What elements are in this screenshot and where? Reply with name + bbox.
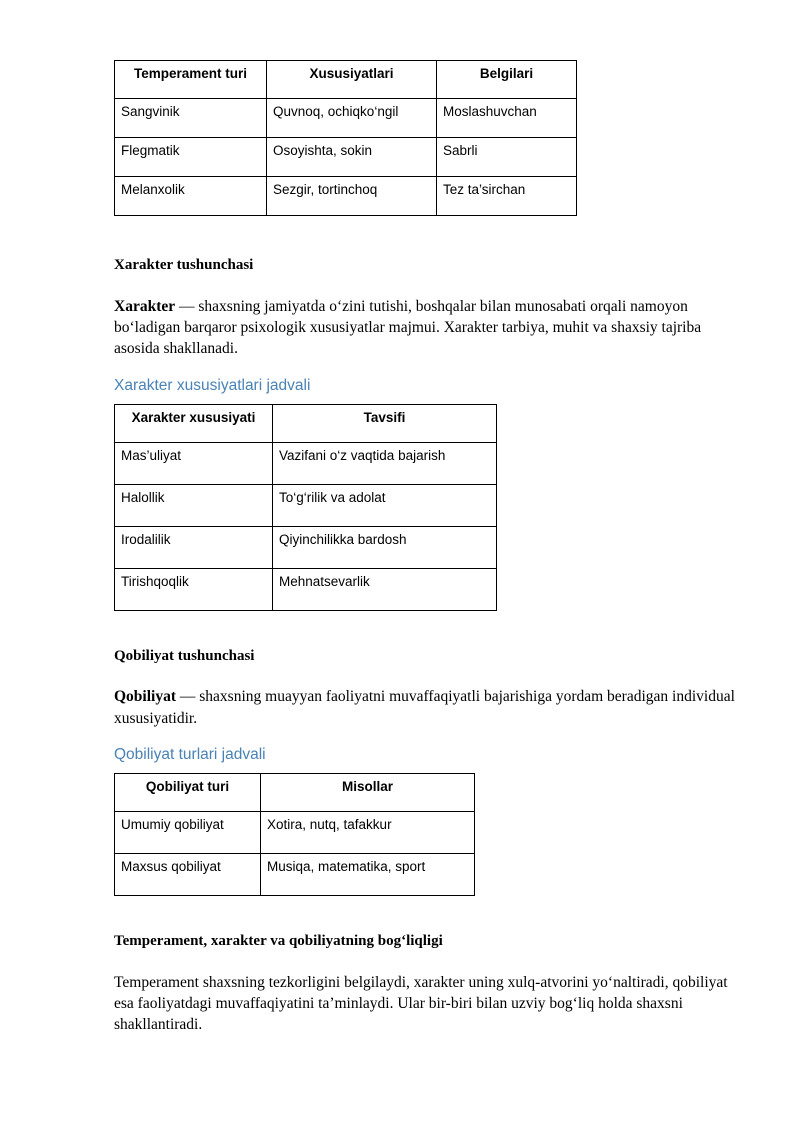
table-cell: Umumiy qobiliyat — [115, 812, 261, 854]
character-term: Xarakter — [114, 297, 176, 315]
table-cell: Quvnoq, ochiqko‘ngil — [267, 99, 437, 138]
table-header-row — [115, 61, 577, 99]
table-row — [115, 568, 497, 610]
table-cell: Mas’uliyat — [115, 442, 273, 484]
table-row — [115, 138, 577, 177]
table-cell: Halollik — [115, 484, 273, 526]
column-header: Tavsifi — [273, 404, 497, 442]
ability-term: Qobiliyat — [114, 688, 177, 706]
table-cell: Melanxolik — [115, 177, 267, 216]
table-cell: Xotira, nutq, tafakkur — [261, 812, 475, 854]
table-cell: Vazifani o‘z vaqtida bajarish — [273, 442, 497, 484]
table-row — [115, 99, 577, 138]
summary-paragraph: Temperament shaxsning tezkorligini belgilaydi, xarakter uning xulq-atvorini yo‘naltiradi, qobiliyat esa faoliyatdagi muvaffaqiyatini ta’minlaydi. Ular bir-biri bilan uzviy bog‘liq holda shaxsni shakllantiradi. — [114, 973, 728, 1034]
table-cell: Sangvinik — [115, 99, 267, 138]
ability-definition-text: — shaxsning muayyan faoliyatni muvaffaqiyatli bajarishiga yordam beradigan individual xususiyatidir. — [114, 688, 735, 727]
ability-table-caption: Qobiliyat turlari jadvali — [114, 746, 266, 764]
table-cell: Sabrli — [437, 138, 577, 177]
table-cell: Sezgir, tortinchoq — [267, 177, 437, 216]
table-cell: Irodalilik — [115, 526, 273, 568]
column-header: Misollar — [261, 774, 475, 812]
table-cell: Moslashuvchan — [437, 99, 577, 138]
table-row — [115, 177, 577, 216]
character-section-heading: Xarakter tushunchasi — [114, 257, 254, 273]
table-cell: Qiyinchilikka bardosh — [273, 526, 497, 568]
column-header: Belgilari — [437, 61, 577, 99]
table-row — [115, 812, 475, 854]
ability-types-table — [114, 773, 475, 896]
document-body — [114, 60, 744, 1036]
ability-definition-paragraph — [114, 686, 744, 729]
character-traits-table — [114, 404, 497, 611]
character-definition-paragraph — [114, 296, 744, 360]
column-header: Qobiliyat turi — [115, 774, 261, 812]
table-header-row — [115, 774, 475, 812]
table-row — [115, 484, 497, 526]
table-cell: Musiqa, matematika, sport — [261, 854, 475, 896]
table-row — [115, 442, 497, 484]
table-cell: Maxsus qobiliyat — [115, 854, 261, 896]
temperament-types-table — [114, 60, 577, 216]
table-cell: Tirishqoqlik — [115, 568, 273, 610]
table-header-row — [115, 404, 497, 442]
character-definition-text: — shaxsning jamiyatda o‘zini tutishi, boshqalar bilan munosabati orqali namoyon bo‘ladigan barqaror psixologik xususiyatlar majmui. Xarakter tarbiya, muhit va shaxsiy tajriba asosida shakllanadi. — [114, 297, 702, 358]
table-row — [115, 854, 475, 896]
column-header: Xususiyatlari — [267, 61, 437, 99]
summary-section-heading: Temperament, xarakter va qobiliyatning bog‘liqligi — [114, 933, 443, 950]
column-header: Temperament turi — [115, 61, 267, 99]
table-cell: Mehnatsevarlik — [273, 568, 497, 610]
table-cell: Tez ta’sirchan — [437, 177, 577, 216]
table-cell: To‘g‘rilik va adolat — [273, 484, 497, 526]
column-header: Xarakter xususiyati — [115, 404, 273, 442]
table-cell: Flegmatik — [115, 138, 267, 177]
character-table-caption: Xarakter xususiyatlari jadvali — [114, 376, 311, 394]
ability-section-heading: Qobiliyat tushunchasi — [114, 647, 255, 664]
table-row — [115, 526, 497, 568]
table-cell: Osoyishta, sokin — [267, 138, 437, 177]
